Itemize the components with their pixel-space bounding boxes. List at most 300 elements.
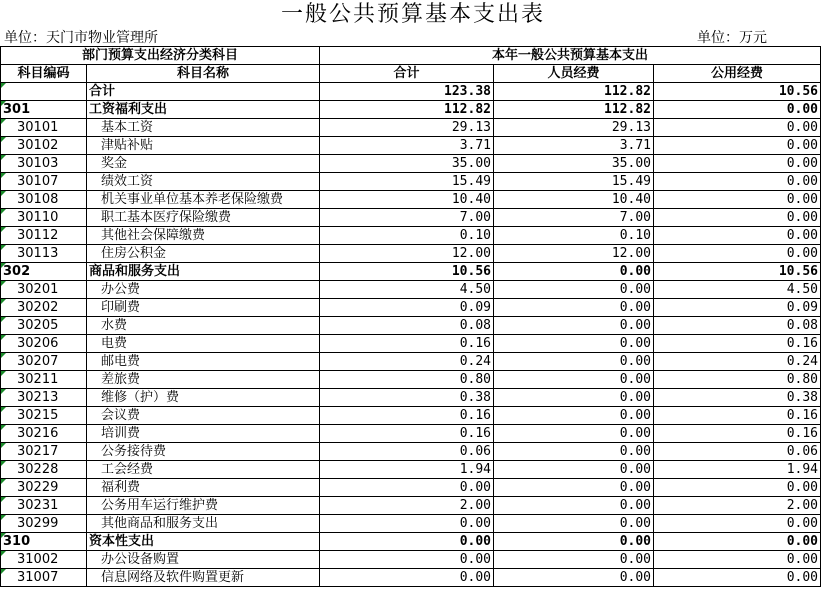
- cell-public-text: 0.00: [786, 120, 818, 135]
- cell-name[interactable]: [87, 209, 320, 227]
- cell-personnel[interactable]: [494, 461, 654, 479]
- cell-total-text: 35.00: [451, 156, 491, 171]
- cell-code-text: 30110: [17, 210, 59, 225]
- cell-name-text: 印刷费: [101, 300, 141, 315]
- cell-total-text: 4.50: [459, 282, 491, 297]
- cell-public[interactable]: [654, 227, 821, 245]
- cell-personnel[interactable]: [494, 533, 654, 551]
- cell-public[interactable]: [654, 245, 821, 263]
- cell-code[interactable]: [1, 569, 87, 587]
- table-row: [1, 155, 821, 173]
- cell-name-text: 水费: [101, 318, 128, 333]
- cell-name[interactable]: [87, 263, 320, 281]
- cell-public[interactable]: [654, 83, 821, 101]
- header-code[interactable]: 科目编码: [1, 65, 87, 83]
- cell-name-text: 电费: [101, 336, 128, 351]
- cell-code[interactable]: [1, 281, 87, 299]
- cell-total-text: 123.38: [444, 84, 491, 99]
- cell-code-text: 30207: [17, 354, 59, 369]
- cell-personnel[interactable]: [494, 425, 654, 443]
- cell-total[interactable]: [320, 155, 494, 173]
- cell-code[interactable]: [1, 209, 87, 227]
- table-row: [1, 119, 821, 137]
- table-row: [1, 191, 821, 209]
- cell-code-text: 30216: [17, 426, 59, 441]
- cell-total[interactable]: [320, 137, 494, 155]
- cell-comment-marker-icon: [1, 227, 6, 232]
- cell-total[interactable]: [320, 335, 494, 353]
- cell-code-text: 30299: [17, 516, 59, 531]
- cell-personnel[interactable]: [494, 227, 654, 245]
- cell-personnel[interactable]: [494, 335, 654, 353]
- cell-name-text: 住房公积金: [101, 246, 167, 261]
- cell-public[interactable]: [654, 137, 821, 155]
- cell-code[interactable]: [1, 443, 87, 461]
- cell-code[interactable]: [1, 335, 87, 353]
- header-column-row: [1, 65, 821, 83]
- cell-comment-marker-icon: [1, 497, 6, 502]
- cell-public-text: 0.00: [786, 534, 818, 549]
- cell-comment-marker-icon: [1, 299, 6, 304]
- cell-public-text: 0.00: [786, 516, 818, 531]
- cell-code[interactable]: [1, 389, 87, 407]
- cell-personnel-text: 7.00: [619, 210, 651, 225]
- cell-comment-marker-icon: [1, 425, 6, 430]
- cell-code[interactable]: [1, 299, 87, 317]
- table-body: [1, 83, 821, 587]
- cell-code-text: 30206: [17, 336, 59, 351]
- cell-comment-marker-icon: [1, 461, 6, 466]
- cell-name-text: 合计: [89, 84, 116, 99]
- cell-personnel[interactable]: [494, 209, 654, 227]
- cell-comment-marker-icon: [1, 101, 6, 106]
- cell-name[interactable]: [87, 353, 320, 371]
- cell-public-text: 0.00: [786, 246, 818, 261]
- cell-public-text: 0.16: [786, 408, 818, 423]
- cell-public[interactable]: [654, 551, 821, 569]
- table-row: [1, 263, 821, 281]
- cell-public[interactable]: [654, 461, 821, 479]
- header-public[interactable]: 公用经费: [654, 65, 821, 83]
- cell-name[interactable]: [87, 569, 320, 587]
- cell-personnel[interactable]: [494, 83, 654, 101]
- cell-code[interactable]: [1, 407, 87, 425]
- cell-name[interactable]: [87, 299, 320, 317]
- cell-public[interactable]: [654, 299, 821, 317]
- cell-code[interactable]: [1, 227, 87, 245]
- cell-personnel-text: 0.00: [619, 498, 651, 513]
- cell-code[interactable]: [1, 83, 87, 101]
- table-row: [1, 227, 821, 245]
- cell-total-text: 0.00: [459, 516, 491, 531]
- table-row: [1, 281, 821, 299]
- cell-name-text: 差旅费: [101, 372, 141, 387]
- cell-public[interactable]: [654, 317, 821, 335]
- cell-total-text: 0.10: [459, 228, 491, 243]
- cell-code[interactable]: [1, 191, 87, 209]
- cell-name[interactable]: [87, 533, 320, 551]
- cell-code[interactable]: [1, 371, 87, 389]
- table-row: [1, 335, 821, 353]
- cell-code[interactable]: [1, 137, 87, 155]
- cell-public[interactable]: [654, 173, 821, 191]
- cell-personnel-text: 0.00: [619, 516, 651, 531]
- cell-total[interactable]: [320, 461, 494, 479]
- cell-total-text: 0.00: [459, 570, 491, 585]
- cell-total[interactable]: [320, 173, 494, 191]
- table-row: [1, 317, 821, 335]
- cell-personnel-text: 0.00: [619, 408, 651, 423]
- cell-total-text: 2.00: [459, 498, 491, 513]
- cell-name[interactable]: [87, 101, 320, 119]
- cell-name[interactable]: [87, 83, 320, 101]
- cell-public[interactable]: [654, 425, 821, 443]
- cell-public-text: 0.08: [786, 318, 818, 333]
- cell-code-text: 30205: [17, 318, 59, 333]
- cell-comment-marker-icon: [1, 443, 6, 448]
- cell-comment-marker-icon: [1, 137, 6, 142]
- cell-code-text: 30201: [17, 282, 59, 297]
- cell-personnel-text: 0.00: [619, 390, 651, 405]
- cell-comment-marker-icon: [1, 155, 6, 160]
- cell-personnel[interactable]: [494, 515, 654, 533]
- header-name[interactable]: 科目名称: [87, 65, 320, 83]
- cell-code-text: 30213: [17, 390, 59, 405]
- cell-personnel[interactable]: [494, 263, 654, 281]
- cell-code-text: 30231: [17, 498, 59, 513]
- cell-public-text: 0.24: [786, 354, 818, 369]
- cell-personnel[interactable]: [494, 119, 654, 137]
- table-row: [1, 551, 821, 569]
- report-title: 一般公共预算基本支出表: [280, 2, 545, 27]
- cell-name[interactable]: [87, 461, 320, 479]
- cell-public[interactable]: [654, 281, 821, 299]
- header-total[interactable]: 合计: [320, 65, 494, 83]
- cell-name[interactable]: [87, 119, 320, 137]
- cell-code[interactable]: [1, 245, 87, 263]
- table-row: [1, 389, 821, 407]
- cell-comment-marker-icon: [1, 209, 6, 214]
- cell-code-text: 30112: [17, 228, 59, 243]
- cell-code[interactable]: [1, 155, 87, 173]
- cell-code[interactable]: [1, 263, 87, 281]
- table-row: [1, 479, 821, 497]
- cell-total-text: 12.00: [451, 246, 491, 261]
- table-row: [1, 533, 821, 551]
- header-personnel[interactable]: 人员经费: [494, 65, 654, 83]
- cell-code[interactable]: [1, 497, 87, 515]
- cell-personnel-text: 0.00: [619, 480, 651, 495]
- cell-public-text: 2.00: [786, 498, 818, 513]
- cell-name[interactable]: [87, 245, 320, 263]
- cell-public[interactable]: [654, 263, 821, 281]
- cell-public-text: 0.00: [786, 174, 818, 189]
- cell-public[interactable]: [654, 353, 821, 371]
- cell-personnel[interactable]: [494, 281, 654, 299]
- cell-personnel[interactable]: [494, 569, 654, 587]
- cell-code[interactable]: [1, 317, 87, 335]
- cell-personnel[interactable]: [494, 497, 654, 515]
- cell-code-text: 30102: [17, 138, 59, 153]
- cell-personnel-text: 0.00: [619, 552, 651, 567]
- cell-personnel-text: 0.00: [619, 570, 651, 585]
- cell-personnel[interactable]: [494, 137, 654, 155]
- cell-public-text: 0.00: [786, 570, 818, 585]
- cell-comment-marker-icon: [1, 263, 6, 268]
- cell-comment-marker-icon: [1, 569, 6, 574]
- cell-total[interactable]: [320, 569, 494, 587]
- table-row: [1, 497, 821, 515]
- cell-public[interactable]: [654, 155, 821, 173]
- cell-personnel-text: 3.71: [619, 138, 651, 153]
- cell-public[interactable]: [654, 191, 821, 209]
- cell-personnel[interactable]: [494, 317, 654, 335]
- cell-total-text: 0.38: [459, 390, 491, 405]
- cell-name-text: 奖金: [101, 156, 128, 171]
- cell-name-text: 会议费: [101, 408, 141, 423]
- cell-name[interactable]: [87, 425, 320, 443]
- cell-name-text: 工会经费: [101, 462, 154, 477]
- cell-personnel[interactable]: [494, 173, 654, 191]
- cell-total-text: 0.00: [459, 534, 491, 549]
- cell-personnel[interactable]: [494, 245, 654, 263]
- cell-code-text: 31002: [17, 552, 59, 567]
- cell-name-text: 培训费: [101, 426, 141, 441]
- cell-personnel[interactable]: [494, 155, 654, 173]
- cell-public[interactable]: [654, 389, 821, 407]
- cell-name-text: 邮电费: [101, 354, 141, 369]
- cell-personnel-text: 15.49: [611, 174, 651, 189]
- cell-name-text: 绩效工资: [101, 174, 154, 189]
- cell-code-text: 30101: [17, 120, 59, 135]
- cell-name-text: 其他商品和服务支出: [101, 516, 219, 531]
- cell-code-text: 30217: [17, 444, 59, 459]
- cell-total[interactable]: [320, 425, 494, 443]
- cell-personnel-text: 0.10: [619, 228, 651, 243]
- cell-name-text: 基本工资: [101, 120, 154, 135]
- cell-code[interactable]: [1, 353, 87, 371]
- cell-code[interactable]: [1, 101, 87, 119]
- cell-name[interactable]: [87, 281, 320, 299]
- cell-name[interactable]: [87, 317, 320, 335]
- cell-public[interactable]: [654, 443, 821, 461]
- cell-public-text: 10.56: [778, 264, 818, 279]
- cell-public[interactable]: [654, 371, 821, 389]
- cell-personnel-text: 10.40: [611, 192, 651, 207]
- table-row: [1, 245, 821, 263]
- cell-personnel-text: 0.00: [619, 372, 651, 387]
- cell-name[interactable]: [87, 389, 320, 407]
- cell-public-text: 0.00: [786, 102, 818, 117]
- cell-personnel[interactable]: [494, 479, 654, 497]
- cell-public-text: 0.00: [786, 192, 818, 207]
- cell-total[interactable]: [320, 317, 494, 335]
- cell-name[interactable]: [87, 335, 320, 353]
- budget-table: [0, 46, 821, 587]
- cell-public-text: 0.06: [786, 444, 818, 459]
- cell-code[interactable]: [1, 425, 87, 443]
- cell-name[interactable]: [87, 551, 320, 569]
- cell-personnel[interactable]: [494, 371, 654, 389]
- cell-name[interactable]: [87, 515, 320, 533]
- cell-public-text: 0.00: [786, 552, 818, 567]
- cell-code-text: 30229: [17, 480, 59, 495]
- cell-code-text: 30228: [17, 462, 59, 477]
- cell-personnel[interactable]: [494, 191, 654, 209]
- cell-name[interactable]: [87, 173, 320, 191]
- cell-total[interactable]: [320, 299, 494, 317]
- cell-total[interactable]: [320, 479, 494, 497]
- cell-code[interactable]: [1, 479, 87, 497]
- unit-currency-label: 单位：万元: [697, 30, 767, 46]
- cell-public[interactable]: [654, 407, 821, 425]
- cell-name-text: 职工基本医疗保险缴费: [101, 210, 232, 225]
- cell-public[interactable]: [654, 497, 821, 515]
- cell-code-text: 30215: [17, 408, 59, 423]
- cell-public[interactable]: [654, 335, 821, 353]
- table-row: [1, 353, 821, 371]
- cell-personnel[interactable]: [494, 389, 654, 407]
- cell-name[interactable]: [87, 227, 320, 245]
- cell-name-text: 公务接待费: [101, 444, 167, 459]
- cell-public[interactable]: [654, 209, 821, 227]
- cell-name[interactable]: [87, 137, 320, 155]
- cell-comment-marker-icon: [1, 551, 6, 556]
- cell-personnel-text: 0.00: [619, 336, 651, 351]
- cell-personnel-text: 0.00: [619, 354, 651, 369]
- cell-total[interactable]: [320, 83, 494, 101]
- table-row: [1, 371, 821, 389]
- cell-comment-marker-icon: [1, 335, 6, 340]
- cell-code[interactable]: [1, 551, 87, 569]
- cell-total[interactable]: [320, 227, 494, 245]
- cell-name[interactable]: [87, 497, 320, 515]
- cell-total[interactable]: [320, 371, 494, 389]
- cell-personnel[interactable]: [494, 299, 654, 317]
- cell-total[interactable]: [320, 119, 494, 137]
- cell-name-text: 办公费: [101, 282, 141, 297]
- cell-total[interactable]: [320, 209, 494, 227]
- table-row: [1, 425, 821, 443]
- cell-total[interactable]: [320, 245, 494, 263]
- cell-personnel[interactable]: [494, 443, 654, 461]
- cell-total-text: 0.09: [459, 300, 491, 315]
- cell-code[interactable]: [1, 173, 87, 191]
- cell-name[interactable]: [87, 407, 320, 425]
- cell-personnel[interactable]: [494, 551, 654, 569]
- cell-public-text: 0.00: [786, 480, 818, 495]
- cell-name[interactable]: [87, 191, 320, 209]
- cell-public-text: 0.16: [786, 426, 818, 441]
- table-row: [1, 569, 821, 587]
- cell-name[interactable]: [87, 155, 320, 173]
- cell-comment-marker-icon: [1, 515, 6, 520]
- cell-public[interactable]: [654, 533, 821, 551]
- cell-personnel-text: 112.82: [604, 102, 651, 117]
- cell-public[interactable]: [654, 101, 821, 119]
- cell-name-text: 维修（护）费: [101, 390, 180, 405]
- cell-code-text: 302: [3, 264, 31, 279]
- cell-public-text: 0.16: [786, 336, 818, 351]
- cell-comment-marker-icon: [1, 173, 6, 178]
- cell-name[interactable]: [87, 443, 320, 461]
- cell-total[interactable]: [320, 263, 494, 281]
- cell-comment-marker-icon: [1, 317, 6, 322]
- cell-total[interactable]: [320, 101, 494, 119]
- cell-total[interactable]: [320, 443, 494, 461]
- cell-name-text: 其他社会保障缴费: [101, 228, 206, 243]
- cell-total[interactable]: [320, 533, 494, 551]
- cell-personnel[interactable]: [494, 407, 654, 425]
- cell-code-text: 30107: [17, 174, 59, 189]
- cell-total[interactable]: [320, 497, 494, 515]
- cell-public[interactable]: [654, 569, 821, 587]
- cell-comment-marker-icon: [1, 353, 6, 358]
- cell-total-text: 0.00: [459, 552, 491, 567]
- table-row: [1, 407, 821, 425]
- cell-total-text: 0.06: [459, 444, 491, 459]
- cell-public-text: 0.00: [786, 156, 818, 171]
- cell-comment-marker-icon: [1, 191, 6, 196]
- cell-personnel[interactable]: [494, 353, 654, 371]
- cell-total[interactable]: [320, 353, 494, 371]
- cell-code[interactable]: [1, 119, 87, 137]
- cell-total[interactable]: [320, 515, 494, 533]
- cell-comment-marker-icon: [1, 119, 6, 124]
- cell-code-text: 30108: [17, 192, 59, 207]
- cell-personnel-text: 0.00: [619, 300, 651, 315]
- cell-name-text: 福利费: [101, 480, 141, 495]
- cell-total[interactable]: [320, 389, 494, 407]
- cell-public[interactable]: [654, 119, 821, 137]
- cell-code[interactable]: [1, 515, 87, 533]
- cell-total[interactable]: [320, 551, 494, 569]
- cell-total-text: 10.56: [451, 264, 491, 279]
- table-row: [1, 461, 821, 479]
- cell-comment-marker-icon: [1, 389, 6, 394]
- cell-total-text: 10.40: [451, 192, 491, 207]
- cell-code[interactable]: [1, 533, 87, 551]
- cell-name-text: 津贴补贴: [101, 138, 154, 153]
- cell-personnel-text: 0.00: [619, 534, 651, 549]
- cell-comment-marker-icon: [1, 281, 6, 286]
- cell-total-text: 1.94: [459, 462, 491, 477]
- cell-total[interactable]: [320, 191, 494, 209]
- cell-public-text: 0.00: [786, 138, 818, 153]
- cell-public[interactable]: [654, 515, 821, 533]
- cell-code[interactable]: [1, 461, 87, 479]
- table-row: [1, 515, 821, 533]
- cell-name-text: 工资福利支出: [89, 102, 168, 117]
- cell-total[interactable]: [320, 281, 494, 299]
- cell-total-text: 0.16: [459, 408, 491, 423]
- cell-code-text: 30113: [17, 246, 59, 261]
- cell-total-text: 0.16: [459, 336, 491, 351]
- cell-public-text: 0.00: [786, 210, 818, 225]
- cell-code-text: 30211: [17, 372, 59, 387]
- cell-name[interactable]: [87, 479, 320, 497]
- header-group-left[interactable]: 部门预算支出经济分类科目: [1, 47, 320, 65]
- cell-name[interactable]: [87, 371, 320, 389]
- cell-personnel[interactable]: [494, 101, 654, 119]
- cell-total[interactable]: [320, 407, 494, 425]
- cell-total-text: 0.80: [459, 372, 491, 387]
- cell-personnel-text: 12.00: [611, 246, 651, 261]
- header-group-right[interactable]: 本年一般公共预算基本支出: [320, 47, 821, 65]
- cell-comment-marker-icon: [1, 533, 6, 538]
- cell-total-text: 0.16: [459, 426, 491, 441]
- cell-public[interactable]: [654, 479, 821, 497]
